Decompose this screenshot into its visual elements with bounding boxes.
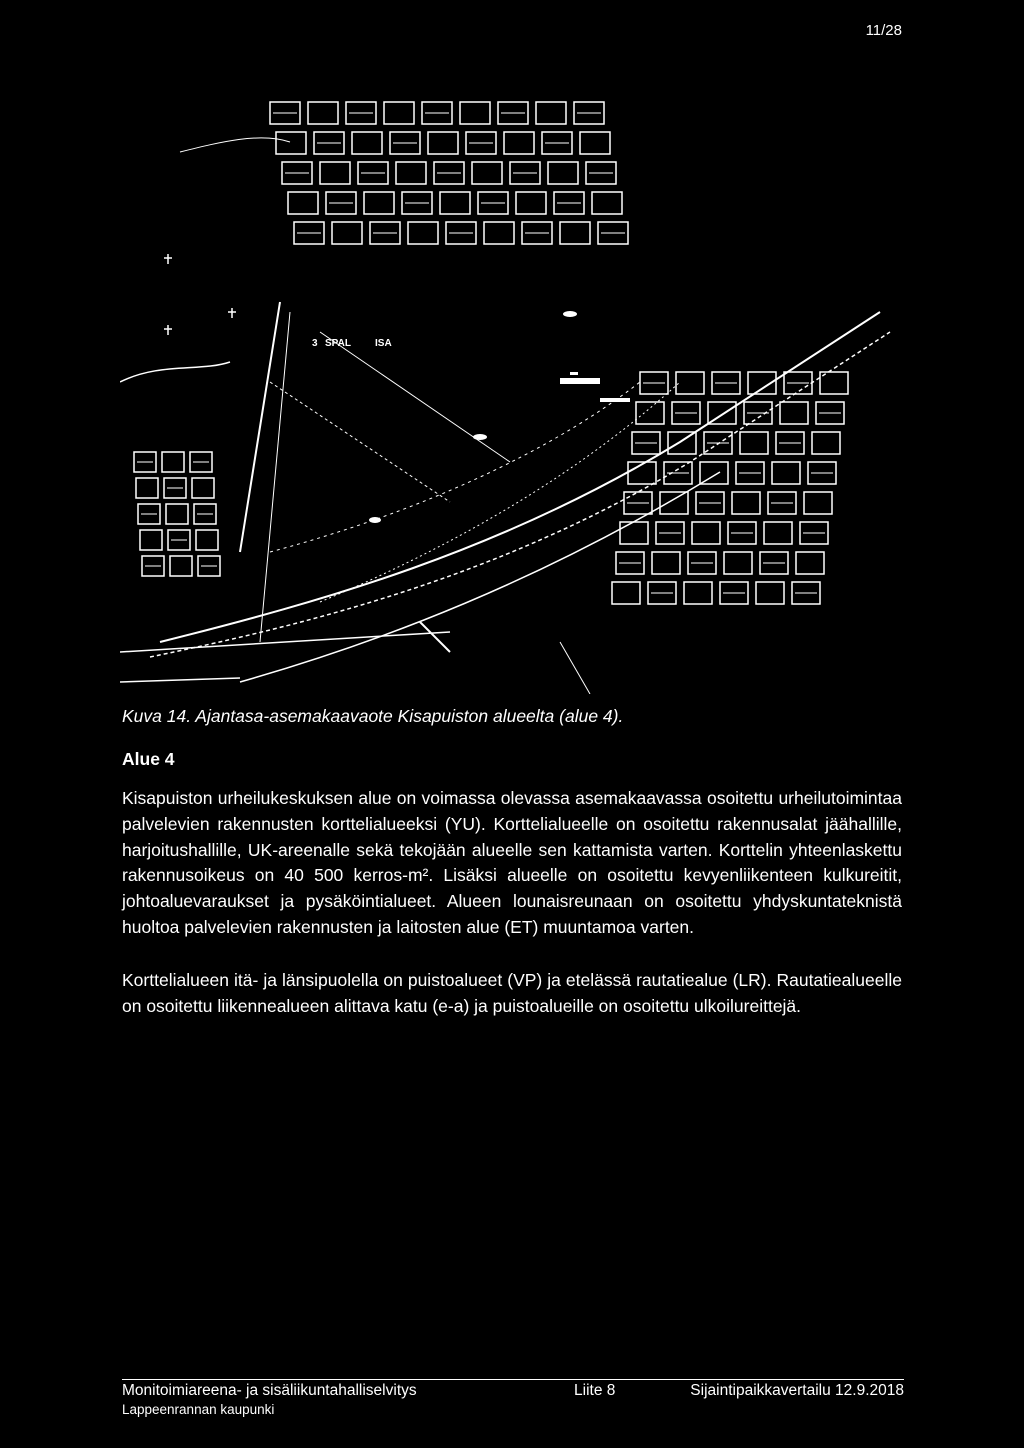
footer-subject-date: Sijaintipaikkavertailu 12.9.2018 xyxy=(690,1382,904,1399)
footer-organization: Lappeenrannan kaupunki xyxy=(122,1402,275,1417)
map-block xyxy=(620,522,648,544)
map-block xyxy=(684,582,712,604)
map-label: 3 xyxy=(312,338,318,349)
map-block xyxy=(652,552,680,574)
map-block xyxy=(724,552,752,574)
map-block xyxy=(332,222,362,244)
footer-document-title: Monitoimiareena- ja sisäliikuntahalliselvitys xyxy=(122,1382,417,1399)
map-block xyxy=(772,462,800,484)
map-block xyxy=(612,582,640,604)
map-block xyxy=(732,492,760,514)
map-block xyxy=(192,478,214,498)
map-block xyxy=(364,192,394,214)
map-block xyxy=(548,162,578,184)
page-number: 11/28 xyxy=(865,22,902,39)
map-block xyxy=(660,492,688,514)
map-block xyxy=(460,102,490,124)
map-block xyxy=(320,162,350,184)
map-block xyxy=(140,530,162,550)
body-paragraph: Kisapuiston urheilukeskuksen alue on voimassa olevassa asemakaavassa osoitettu urheilutoimintaa palvelevien rakennusten korttelialueeksi (YU). Korttelialueelle on osoitettu rakennusalat jäähallille, harjoitushallille, UK-areenalle sekä tekojään alueelle sen kattamista varten. Korttelin yhteenlaskettu rakennusoikeus on 40 500 kerros-m². Lisäksi alueelle on osoitettu kevyenliikenteen kulkureitit, johtoaluevaraukset ja pysäköintialueet. Alueen lounaisreunaan on osoitettu yhdyskuntateknistä huoltoa palvelevien rakennusten ja laitosten alue (ET) muuntamoa varten. xyxy=(122,788,902,937)
map-block xyxy=(676,372,704,394)
zoning-map-drawing xyxy=(120,82,904,694)
map-block xyxy=(812,432,840,454)
map-block xyxy=(484,222,514,244)
map-block xyxy=(560,222,590,244)
map-block xyxy=(764,522,792,544)
map-block xyxy=(756,582,784,604)
map-block xyxy=(428,132,458,154)
map-block xyxy=(196,530,218,550)
map-block xyxy=(796,552,824,574)
map-block xyxy=(384,102,414,124)
footer-appendix: Liite 8 xyxy=(574,1382,616,1399)
map-block xyxy=(162,452,184,472)
map-block xyxy=(352,132,382,154)
map-block xyxy=(472,162,502,184)
map-block xyxy=(504,132,534,154)
section-heading: Alue 4 xyxy=(122,749,175,769)
map-block xyxy=(136,478,158,498)
map-block xyxy=(166,504,188,524)
map-block xyxy=(170,556,192,576)
map-block xyxy=(396,162,426,184)
map-block xyxy=(536,102,566,124)
map-block xyxy=(580,132,610,154)
map-block xyxy=(440,192,470,214)
map-block xyxy=(592,192,622,214)
page-footer xyxy=(122,1379,904,1417)
map-block xyxy=(516,192,546,214)
map-block xyxy=(308,102,338,124)
body-paragraph: Korttelialueen itä- ja länsipuolella on puistoalueet (VP) ja etelässä rautatiealue (LR). Rautatiealueelle on osoitettu liikennealueen alittava katu (e-a) ja puistoalueille on osoitettu ulkoilureittejä. xyxy=(122,970,902,1016)
map-block xyxy=(740,432,768,454)
map-label: SPAL xyxy=(325,338,351,349)
map-block xyxy=(288,192,318,214)
map-block xyxy=(408,222,438,244)
map-block xyxy=(692,522,720,544)
map-block xyxy=(276,132,306,154)
map-block xyxy=(636,402,664,424)
zoning-map xyxy=(120,82,904,694)
map-label: ISA xyxy=(375,338,392,349)
figure-caption: Kuva 14. Ajantasa-asemakaavaote Kisapuiston alueelta (alue 4). xyxy=(122,706,624,726)
map-block xyxy=(780,402,808,424)
map-block xyxy=(804,492,832,514)
